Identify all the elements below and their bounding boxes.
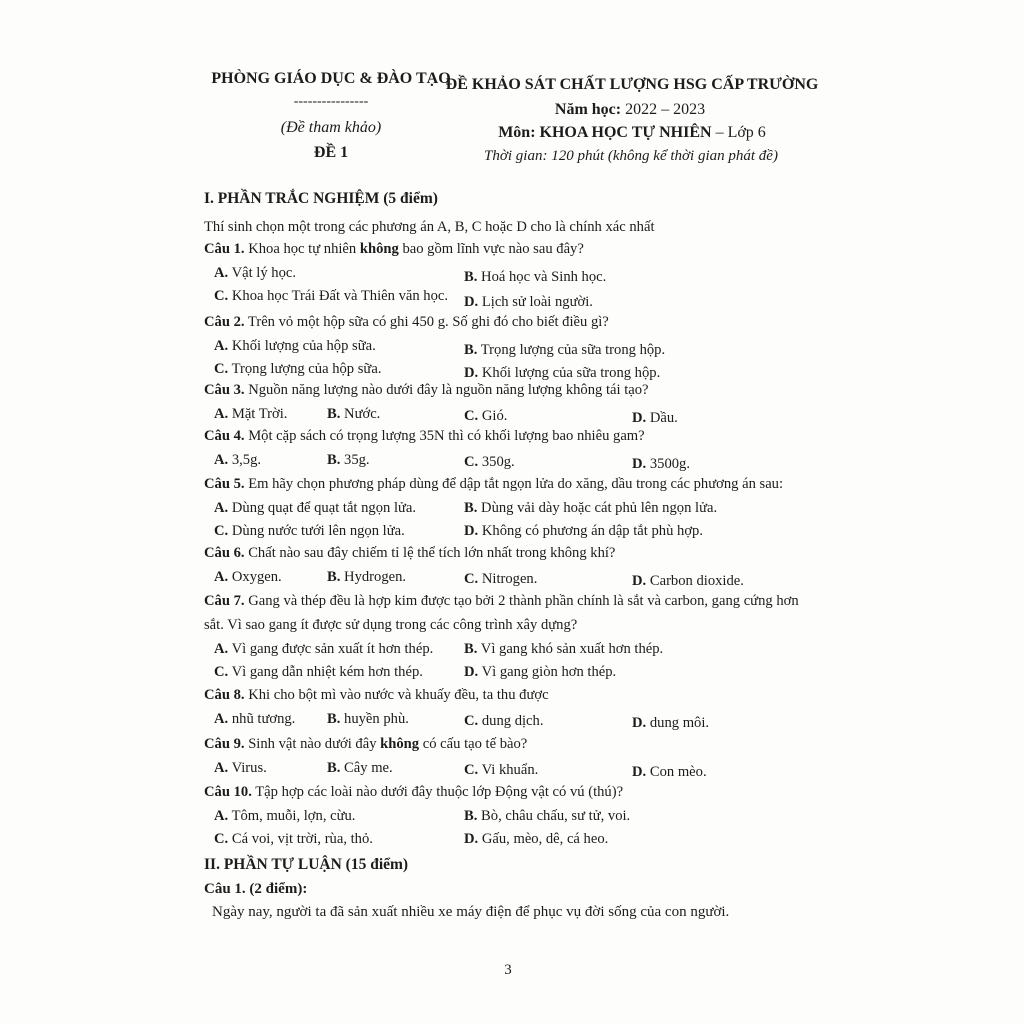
question-10-label: Câu 10. (204, 784, 252, 800)
option-letter: B. (327, 569, 341, 585)
question-4-option-a: A. 3,5g. (214, 452, 262, 468)
option-letter: C. (464, 571, 479, 587)
option-letter: D. (632, 573, 647, 589)
question-2-option-a: A. Khối lượng của hộp sữa. (214, 338, 376, 354)
time-allowed: Thời gian: 120 phút (không kể thời gian phát đề) (484, 148, 778, 164)
question-8-stem: Câu 8. Khi cho bột mì vào nước và khuấy đều, ta thu được (204, 687, 549, 703)
question-9-option-c: C. Vi khuẩn. (464, 762, 539, 778)
question-10-stem: Câu 10. Tập hợp các loài nào dưới đây thuộc lớp Động vật có vú (thú)? (204, 784, 624, 800)
option-letter: A. (214, 500, 229, 516)
option-letter: A. (214, 808, 229, 824)
question-1-option-c: C. Khoa học Trái Đất và Thiên văn học. (214, 288, 449, 304)
question-1-option-b: B. Hoá học và Sinh học. (464, 269, 607, 285)
question-9-emphasis: không (380, 736, 420, 752)
option-letter: A. (214, 641, 229, 657)
question-6-option-a: A. Oxygen. (214, 569, 282, 585)
option-letter: C. (214, 288, 229, 304)
question-2-option-c: C. Trọng lượng của hộp sữa. (214, 361, 382, 377)
option-letter: B. (464, 342, 478, 358)
question-7-option-d: D. Vì gang giòn hơn thép. (464, 664, 617, 680)
school-year-value: 2022 – 2023 (625, 101, 706, 118)
question-7-option-a: A. Vì gang được sản xuất ít hơn thép. (214, 641, 434, 657)
question-3-option-a: A. Mặt Trời. (214, 406, 288, 422)
option-letter: C. (214, 831, 229, 847)
option-letter: B. (464, 808, 478, 824)
question-7-stem: Câu 7. Gang và thép đều là hợp kim được tạo bởi 2 thành phần chính là sắt và carbon, gang cứng hơn (204, 593, 799, 609)
option-letter: D. (632, 764, 647, 780)
school-year-label: Năm học: (554, 101, 622, 118)
grade: – Lớp 6 (715, 124, 766, 141)
question-3-option-c: C. Gió. (464, 408, 508, 424)
question-10-option-b: B. Bò, châu chấu, sư tử, voi. (464, 808, 631, 824)
question-2-stem: Câu 2. Trên vỏ một hộp sữa có ghi 450 g. Số ghi đó cho biết điều gì? (204, 314, 609, 330)
question-8-option-a: A. nhũ tương. (214, 711, 296, 727)
question-4-option-c: C. 350g. (464, 454, 515, 470)
question-2-label: Câu 2. (204, 314, 245, 330)
option-letter: C. (214, 361, 229, 377)
question-9-option-b: B. Cây me. (327, 760, 393, 776)
question-7-option-c: C. Vì gang dẫn nhiệt kém hơn thép. (214, 664, 423, 680)
question-4-label: Câu 4. (204, 428, 245, 444)
question-3-stem: Câu 3. Nguồn năng lượng nào dưới đây là nguồn năng lượng không tái tạo? (204, 382, 649, 398)
part1-title: I. PHẦN TRẮC NGHIỆM (5 điểm) (204, 190, 438, 207)
question-4-option-d: D. 3500g. (632, 456, 690, 472)
option-letter: B. (464, 269, 478, 285)
question-4-stem: Câu 4. Một cặp sách có trọng lượng 35N thì có khối lượng bao nhiêu gam? (204, 428, 645, 444)
option-letter: C. (214, 664, 229, 680)
exam-title: ĐỀ KHẢO SÁT CHẤT LƯỢNG HSG CẤP TRƯỜNG (445, 76, 819, 93)
part1-instruction: Thí sinh chọn một trong các phương án A, B, C hoặc D cho là chính xác nhất (204, 219, 655, 235)
subject (498, 124, 766, 142)
question-2-option-d: D. Khối lượng của sữa trong hộp. (464, 365, 661, 381)
option-letter: C. (464, 762, 479, 778)
option-letter: A. (214, 452, 229, 468)
question-2-option-b: B. Trọng lượng của sữa trong hộp. (464, 342, 666, 358)
option-letter: A. (214, 338, 229, 354)
question-10-option-a: A. Tôm, muỗi, lợn, cừu. (214, 808, 356, 824)
question-3-label: Câu 3. (204, 382, 245, 398)
question-7-option-b: B. Vì gang khó sản xuất hơn thép. (464, 641, 664, 657)
option-letter: B. (327, 711, 341, 727)
question-5-label: Câu 5. (204, 476, 245, 492)
option-letter: D. (464, 664, 479, 680)
question-5-stem: Câu 5. Em hãy chọn phương pháp dùng để dập tắt ngọn lửa do xăng, dầu trong các phương án sau: (204, 476, 784, 492)
question-5-option-a: A. Dùng quạt để quạt tắt ngọn lửa. (214, 500, 417, 516)
essay-question-1-text: Ngày nay, người ta đã sản xuất nhiều xe máy điện để phục vụ đời sống của con người. (212, 904, 730, 920)
exam-code: ĐỀ 1 (313, 144, 349, 161)
question-6-option-b: B. Hydrogen. (327, 569, 407, 585)
question-5-option-d: D. Không có phương án dập tắt phù hợp. (464, 523, 703, 539)
option-letter: D. (632, 715, 647, 731)
option-letter: D. (464, 831, 479, 847)
question-1-stem: Câu 1. Khoa học tự nhiên không bao gồm lĩnh vực nào sau đây? (204, 241, 584, 257)
header-separator: ---------------- (293, 94, 369, 109)
question-1-option-d: D. Lịch sử loài người. (464, 294, 593, 310)
question-7-stem-continued: sắt. Vì sao gang ít được sử dụng trong các công trình xây dựng? (204, 617, 578, 633)
question-8-option-c: C. dung dịch. (464, 713, 544, 729)
question-7-label: Câu 7. (204, 593, 245, 609)
option-letter: A. (214, 569, 229, 585)
question-10-option-d: D. Gấu, mèo, dê, cá heo. (464, 831, 609, 847)
option-letter: B. (327, 406, 341, 422)
option-letter: C. (464, 454, 479, 470)
question-5-option-b: B. Dùng vải dày hoặc cát phủ lên ngọn lửa. (464, 500, 718, 516)
question-8-option-b: B. huyền phù. (327, 711, 409, 727)
question-9-option-a: A. Virus. (214, 760, 267, 776)
option-letter: A. (214, 711, 229, 727)
question-6-label: Câu 6. (204, 545, 245, 561)
option-letter: B. (464, 641, 478, 657)
option-letter: B. (464, 500, 478, 516)
question-9-option-d: D. Con mèo. (632, 764, 707, 780)
question-1-option-a: A. Vật lý học. (214, 265, 297, 281)
option-letter: D. (632, 456, 647, 472)
question-10-option-c: C. Cá voi, vịt trời, rùa, thỏ. (214, 831, 373, 847)
question-9-stem: Câu 9. Sinh vật nào dưới đây không có cấu tạo tế bào? (204, 736, 528, 752)
department-name: PHÒNG GIÁO DỤC & ĐÀO TẠO (211, 70, 451, 87)
question-6-stem: Câu 6. Chất nào sau đây chiếm tỉ lệ thể tích lớn nhất trong không khí? (204, 545, 616, 561)
option-letter: A. (214, 265, 229, 281)
option-letter: B. (327, 452, 341, 468)
question-4-option-b: B. 35g. (327, 452, 370, 468)
option-letter: C. (464, 713, 479, 729)
school-year (555, 101, 705, 119)
subject-label: Môn: KHOA HỌC TỰ NHIÊN (498, 124, 712, 141)
question-5-option-c: C. Dùng nước tưới lên ngọn lửa. (214, 523, 405, 539)
question-1-emphasis: không (359, 241, 399, 257)
option-letter: A. (214, 406, 229, 422)
option-letter: B. (327, 760, 341, 776)
question-9-label: Câu 9. (204, 736, 245, 752)
option-letter: D. (464, 294, 479, 310)
reference-note: (Đề tham khảo) (280, 119, 382, 136)
option-letter: C. (214, 523, 229, 539)
part2-title: II. PHẦN TỰ LUẬN (15 điểm) (204, 856, 409, 873)
option-letter: C. (464, 408, 479, 424)
question-6-option-c: C. Nitrogen. (464, 571, 538, 587)
option-letter: D. (632, 410, 647, 426)
option-letter: D. (464, 365, 479, 381)
option-letter: D. (464, 523, 479, 539)
question-1-label: Câu 1. (204, 241, 245, 257)
question-6-option-d: D. Carbon dioxide. (632, 573, 744, 589)
essay-question-1-label: Câu 1. (2 điểm): (204, 881, 308, 897)
question-8-option-d: D. dung môi. (632, 715, 710, 731)
question-3-option-b: B. Nước. (327, 406, 381, 422)
page-number: 3 (504, 962, 512, 978)
question-8-label: Câu 8. (204, 687, 245, 703)
question-3-option-d: D. Dầu. (632, 410, 678, 426)
option-letter: A. (214, 760, 229, 776)
